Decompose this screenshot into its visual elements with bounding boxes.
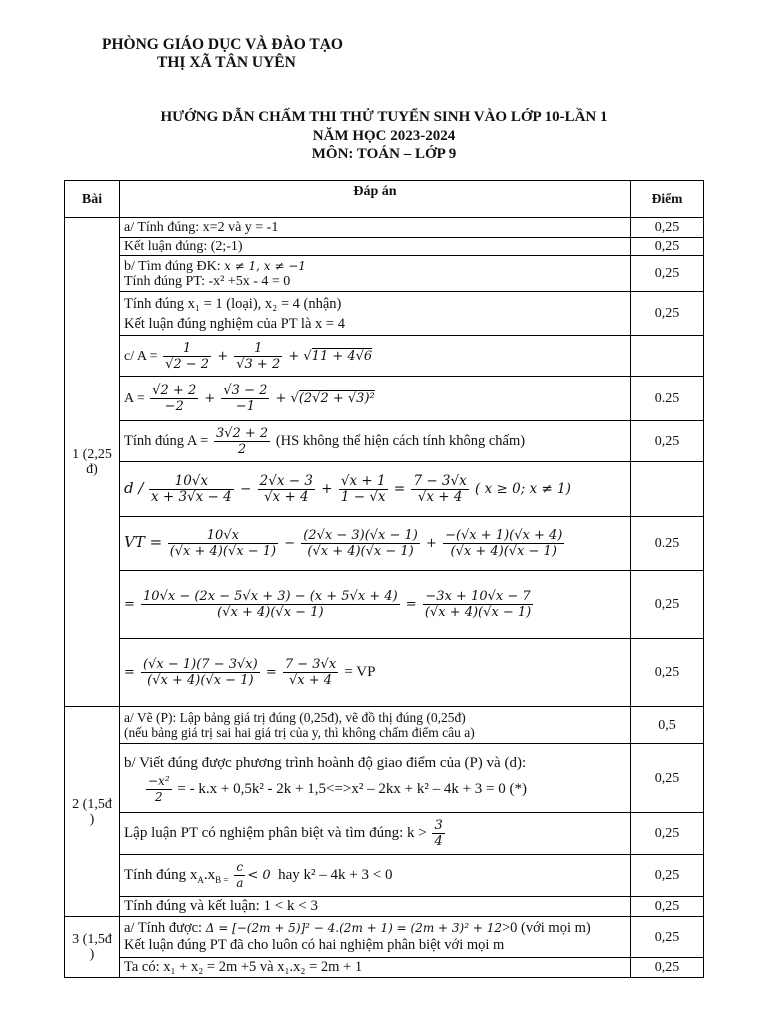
score-cell: 0.25 (631, 517, 704, 571)
bai-2-label: 2 (1,5đ ) (65, 707, 120, 917)
answer-cell: Ta có: x₁ + x₂ = 2m +5 và x₁.x₂ = 2m + 1 (120, 958, 631, 978)
answer-cell: VT = $\frac{10√x}{(√x + 4)(√x - 1)}$ − $\frac{(2√x - 3)(√x - 1)}{(√x + 4)(√x - 1)}$ + $\frac{-(√x + 1)(√x + 4)}{(√x + 4)(√x - 1)}$ (120, 517, 631, 571)
table-row (65, 639, 704, 707)
table-row (65, 256, 704, 292)
answer-cell: = $\frac{(√x - 1)(7 - 3√x)}{(√x + 4)(√x - 1)}$ = $\frac{7 - 3√x}{√x + 4}$ = VP (120, 639, 631, 707)
table-row (65, 421, 704, 462)
answer-cell: Lập luận PT có nghiệm phân biệt và tìm đúng: k > $\frac{3}{4}$ (120, 813, 631, 855)
school-year: NĂM HỌC 2023-2024 (312, 128, 456, 144)
table-row (65, 744, 704, 813)
table-row (65, 292, 704, 336)
col-header-bai: Bài (65, 181, 120, 218)
score-cell: 0,25 (631, 639, 704, 707)
col-header-answer: Đáp án (120, 181, 631, 218)
answer-cell: a/ Tính được: Δ = [−(2m + 5)]² − 4.(2m + 1) = (2m + 3)² + 12>0 (với mọi m) Kết luận đúng PT đã cho luôn có hai nghiệm phân biệt với mọi m (120, 917, 631, 958)
answer-cell: A = $\frac{√2 + 2}{-2}$ + $\frac{√3 - 2}{-1}$ + √(2√2 + √3)² (120, 377, 631, 421)
table-row (65, 813, 704, 855)
answer-cell: Tính đúng và kết luận: 1 < k < 3 (120, 897, 631, 917)
answer-cell: Tính đúng $x_A.x_{B =}$ $\frac{c}{a}$ < 0 hay k² – 4k + 3 < 0 (120, 855, 631, 897)
score-cell: 0,25 (631, 421, 704, 462)
answer-cell: b/ Tìm đúng ĐK: x ≠ 1, x ≠ −1 Tính đúng PT: -x² +5x - 4 = 0 (120, 256, 631, 292)
answer-cell: a/ Tính đúng: x=2 và y = -1 (120, 218, 631, 238)
answer-cell: a/ Vẽ (P): Lập bảng giá trị đúng (0,25đ), vẽ đồ thị đúng (0,25đ) (nếu bảng giá trị sai hai giá trị của y, thì không chấm điểm câu a) (120, 707, 631, 744)
score-cell (631, 336, 704, 377)
score-cell: 0,25 (631, 813, 704, 855)
table-row (65, 238, 704, 256)
department-name: PHÒNG GIÁO DỤC VÀ ĐÀO TẠO (102, 36, 343, 53)
answer-cell: = $\frac{10√x - (2x - 5√x + 3) - (x + 5√x + 4)}{(√x + 4)(√x - 1)}$ = $\frac{-3x + 10√x - 7}{(√x + 4)(√x - 1)}$ (120, 571, 631, 639)
answer-cell: d / $\frac{10√x}{x + 3√x - 4}$ − $\frac{2√x - 3}{√x + 4}$ + $\frac{√x + 1}{1 - √x}$ = $\frac{7 - 3√x}{√x + 4}$ ( x ≥ 0; x ≠ 1) (120, 462, 631, 517)
document-title: HƯỚNG DẪN CHẤM THI THỬ TUYỂN SINH VÀO LỚP 10-LẦN 1 (160, 109, 608, 125)
score-cell: 0,25 (631, 897, 704, 917)
town-name: THỊ XÃ TÂN UYÊN (157, 54, 296, 71)
score-cell: 0,25 (631, 958, 704, 978)
subject: MÔN: TOÁN – LỚP 9 (311, 146, 457, 162)
score-cell: 0,5 (631, 707, 704, 744)
table-row (65, 336, 704, 377)
table-row (65, 571, 704, 639)
table-header-row (65, 181, 704, 218)
answer-cell: c/ A = $\frac{1}{√2 - 2}$ + $\frac{1}{√3 + 2}$ + √11 + 4√6 (120, 336, 631, 377)
table-row (65, 917, 704, 958)
table-row (65, 707, 704, 744)
answer-cell: Tính đúng x₁ = 1 (loại), x₂ = 4 (nhận) Kết luận đúng nghiệm của PT là x = 4 (120, 292, 631, 336)
table-row (65, 897, 704, 917)
bai-1-label: 1 (2,25 đ) (65, 218, 120, 707)
score-cell: 0,25 (631, 855, 704, 897)
score-cell (631, 462, 704, 517)
score-cell: 0,25 (631, 917, 704, 958)
table-row (65, 517, 704, 571)
table-row (65, 218, 704, 238)
table-row (65, 377, 704, 421)
answer-cell: b/ Viết đúng được phương trình hoành độ giao điểm của (P) và (d): $\frac{\text{−x²}}{2}$ = - k.x + 0,5k² - 2k + 1,5<=>x² – 2kx + k² – 4k + 3 = 0 (*) (120, 744, 631, 813)
answer-cell: Kết luận đúng: (2;-1) (120, 238, 631, 256)
score-cell: 0.25 (631, 377, 704, 421)
score-cell: 0,25 (631, 256, 704, 292)
score-cell: 0,25 (631, 571, 704, 639)
score-cell: 0,25 (631, 744, 704, 813)
bai-3-label: 3 (1,5đ ) (65, 917, 120, 978)
table-row (65, 958, 704, 978)
answer-cell: Tính đúng A = $\frac{3√2 + 2}{2}$ (HS không thể hiện cách tính không chấm) (120, 421, 631, 462)
col-header-score: Điểm (631, 181, 704, 218)
score-cell: 0,25 (631, 238, 704, 256)
table-row (65, 855, 704, 897)
score-cell: 0,25 (631, 292, 704, 336)
grading-table (64, 180, 704, 978)
table-row (65, 462, 704, 517)
score-cell: 0,25 (631, 218, 704, 238)
